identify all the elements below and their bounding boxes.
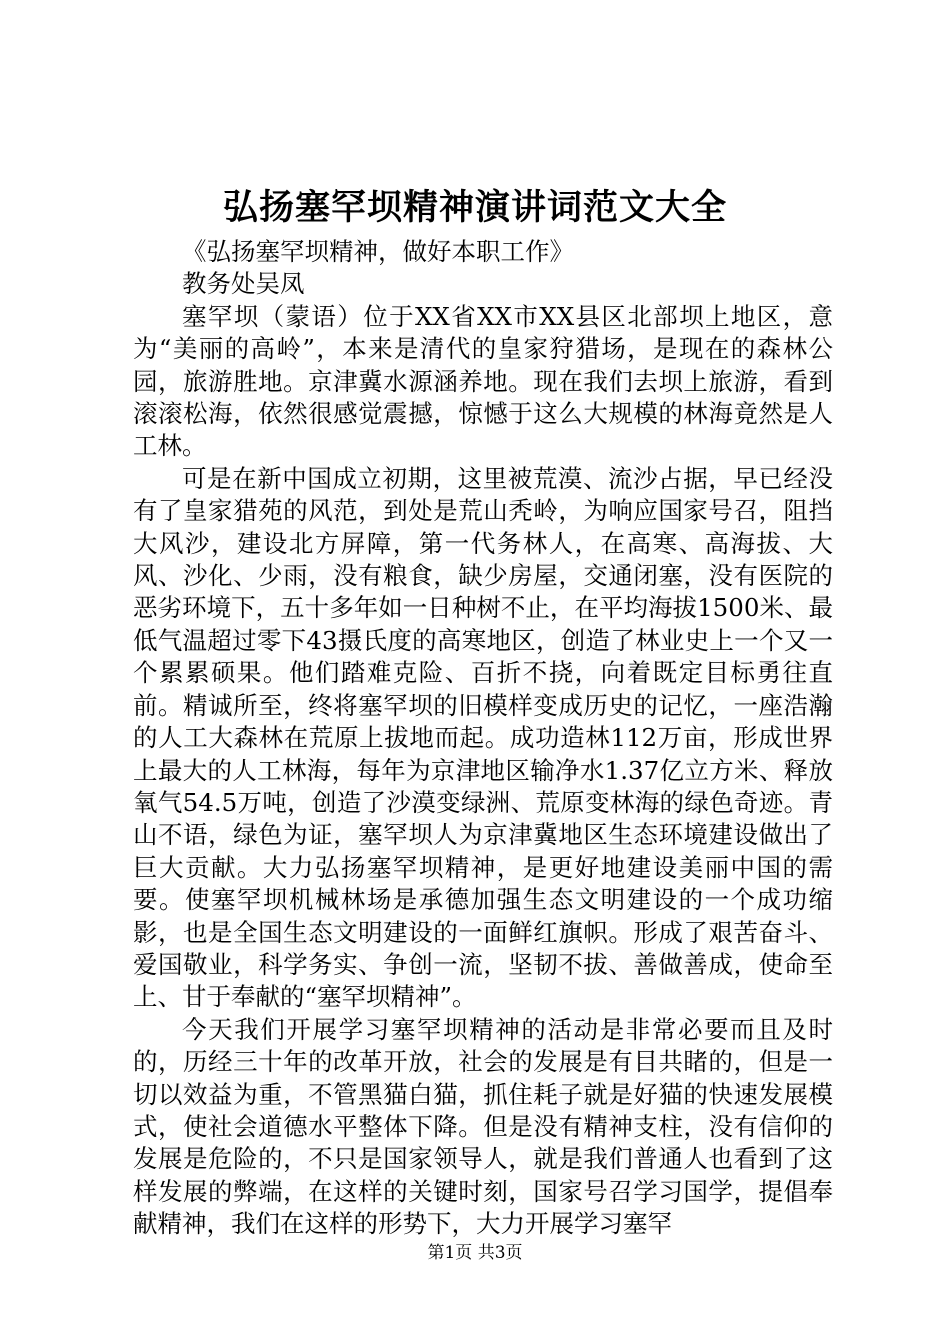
document-title: 弘扬塞罕坝精神演讲词范文大全 (222, 187, 727, 228)
paragraph-1: 塞罕坝（蒙语）位于XX省XX市XX县区北部坝上地区，意为“美丽的高岭”，本来是清代的皇家狩猎场，是现在的森林公园，旅游胜地。京津冀水源涵养地。现在我们去坝上旅游，看到滚滚松海，依然很感觉震撼，惊憾于这么大规模的林海竟然是人工林。 (133, 301, 833, 461)
paragraph-2: 可是在新中国成立初期，这里被荒漠、流沙占据，早已经没有了皇家猎苑的风范，到处是荒山秃岭，为响应国家号召，阻挡大风沙，建设北方屏障，第一代务林人，在高寒、高海拔、大风、沙化、少雨，没有粮食，缺少房屋，交通闭塞，没有医院的恶劣环境下，五十多年如一日种树不止，在平均海拔1500米、最低气温超过零下43摄氏度的高寒地区，创造了林业史上一个又一个累累硕果。他们踏难克险、百折不挠，向着既定目标勇往直前。精诚所至，终将塞罕坝的旧模样变成历史的记忆，一座浩瀚的人工大森林在荒原上拔地而起。成功造林112万亩，形成世界上最大的人工林海，每年为京津地区输净水1.37亿立方米、释放氧气54.5万吨，创造了沙漠变绿洲、荒原变林海的绿色奇迹。青山不语，绿色为证，塞罕坝人为京津冀地区生态环境建设做出了巨大贡献。大力弘扬塞罕坝精神，是更好地建设美丽中国的需要。使塞罕坝机械林场是承德加强生态文明建设的一个成功缩影，也是全国生态文明建设的一面鲜红旗帜。形成了艰苦奋斗、爱国敬业，科学务实、争创一流，坚韧不拔、善做善成，使命至上、甘于奉献的“塞罕坝精神”。 (133, 463, 833, 1012)
page-footer: 第1页 共3页 (427, 1243, 523, 1263)
paragraph-3: 今天我们开展学习塞罕坝精神的活动是非常必要而且及时的，历经三十年的改革开放，社会的发展是有目共睹的，但是一切以效益为重，不管黑猫白猫，抓住耗子就是好猫的快速发展模式，使社会道德水平整体下降。但是没有精神支柱，没有信仰的发展是危险的，不只是国家领导人，就是我们普通人也看到了这样发展的弊端，在这样的关键时刻，国家号召学习国学，提倡奉献精神，我们在这样的形势下，大力开展学习塞罕 (133, 1014, 833, 1239)
document-body (133, 236, 833, 1241)
author-line: 教务处吴凤 (182, 269, 305, 299)
subtitle: 《弘扬塞罕坝精神，做好本职工作》 (182, 237, 574, 266)
